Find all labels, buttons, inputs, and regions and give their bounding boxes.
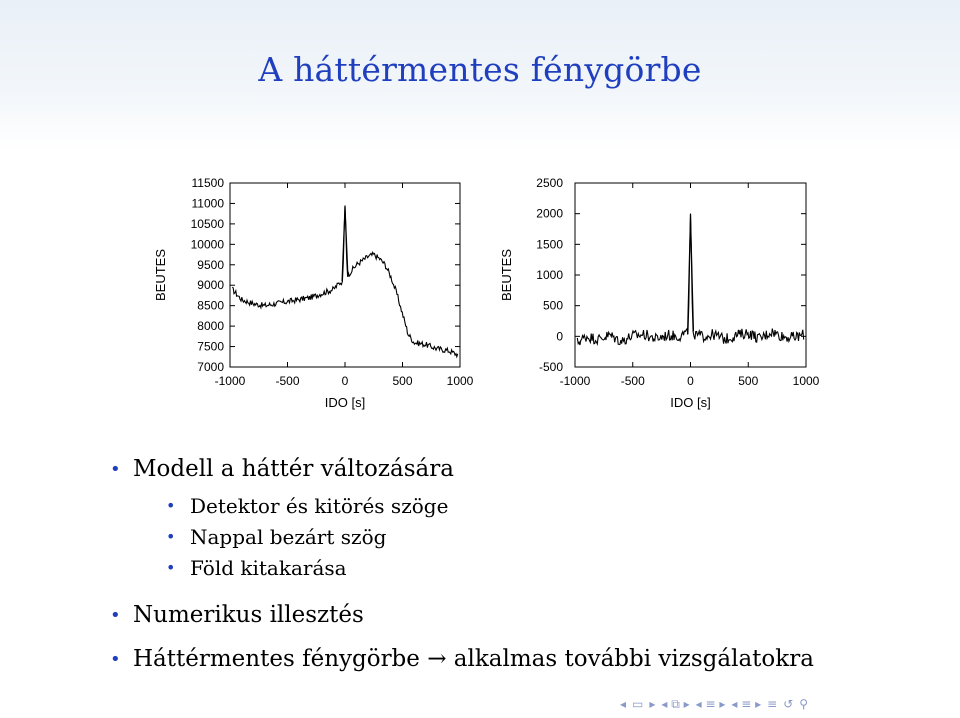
bullet-marker: •: [166, 496, 176, 515]
bullet-marker: •: [166, 527, 176, 546]
y-tick-label: -500: [538, 360, 563, 374]
nav-section-icon[interactable]: ◂ ≡ ▸: [695, 697, 726, 711]
nav-right-icon[interactable]: ▸: [649, 697, 656, 711]
x-axis-label: IDO [s]: [324, 395, 366, 410]
bullet-text: Detektor és kitörés szöge: [190, 494, 449, 518]
chart-right: [499, 176, 820, 410]
y-tick-label: 9500: [197, 257, 224, 272]
bullet-text: Numerikus illesztés: [133, 602, 364, 628]
y-tick-label: 10000: [190, 237, 224, 252]
bullet-text: Háttérmentes fénygörbe → alkalmas további vizsgálatokra: [133, 646, 814, 672]
nav-slide-icon[interactable]: ◂ ⧉ ▸: [661, 696, 690, 711]
x-tick-label: -500: [620, 374, 645, 388]
bullet-marker: •: [110, 459, 121, 480]
bullet-marker: •: [110, 649, 121, 670]
y-tick-label: 2000: [536, 206, 563, 221]
x-axis-label: IDO [s]: [670, 395, 711, 410]
chart-left: [153, 176, 474, 410]
nav-align-icon[interactable]: ≡: [767, 697, 778, 711]
y-tick-label: 8000: [197, 319, 224, 334]
bullet-marker: •: [166, 558, 176, 577]
x-tick-label: -500: [275, 374, 300, 388]
y-tick-label: 2500: [536, 176, 563, 190]
bullet-text: Nappal bezárt szög: [190, 525, 387, 549]
y-axis-label: BEUTES: [153, 248, 168, 302]
y-tick-label: 11500: [191, 176, 224, 190]
x-tick-label: 500: [738, 374, 759, 388]
y-tick-label: 9000: [197, 278, 224, 293]
nav-search-icon[interactable]: ⚲: [799, 697, 809, 711]
x-tick-label: 1000: [792, 374, 820, 388]
series-line: [232, 206, 457, 357]
x-tick-label: 0: [341, 374, 349, 388]
x-tick-label: -1000: [214, 374, 246, 388]
y-tick-label: 1000: [536, 268, 563, 282]
x-tick-label: 0: [687, 374, 694, 388]
x-tick-label: 1000: [446, 374, 474, 388]
x-tick-label: -1000: [559, 374, 591, 388]
y-tick-label: 11000: [191, 196, 224, 211]
nav-frame-icon[interactable]: ▭: [632, 697, 644, 711]
plot-frame: [575, 183, 806, 367]
y-tick-label: 0: [556, 329, 563, 344]
bullet-text: Modell a háttér változására: [133, 456, 454, 482]
slide-title: A háttérmentes fénygörbe: [258, 50, 702, 89]
nav-subsection-icon[interactable]: ◂ ≡ ▸: [731, 697, 762, 711]
x-tick-label: 500: [392, 374, 413, 388]
nav-back-icon[interactable]: ↺: [783, 697, 794, 711]
nav-left-icon[interactable]: ◂: [620, 697, 627, 711]
y-tick-label: 10500: [190, 216, 224, 231]
bullet-marker: •: [110, 605, 121, 626]
bullet-text: Föld kitakarása: [190, 556, 347, 580]
y-tick-label: 7500: [197, 339, 224, 354]
y-tick-label: 7000: [197, 360, 224, 374]
peak-spike: [688, 214, 694, 335]
y-axis-label: BEUTES: [499, 248, 514, 302]
y-tick-label: 1500: [536, 237, 563, 252]
beamer-navigation: [620, 694, 808, 714]
y-tick-label: 8500: [197, 298, 224, 313]
y-tick-label: 500: [542, 298, 563, 313]
